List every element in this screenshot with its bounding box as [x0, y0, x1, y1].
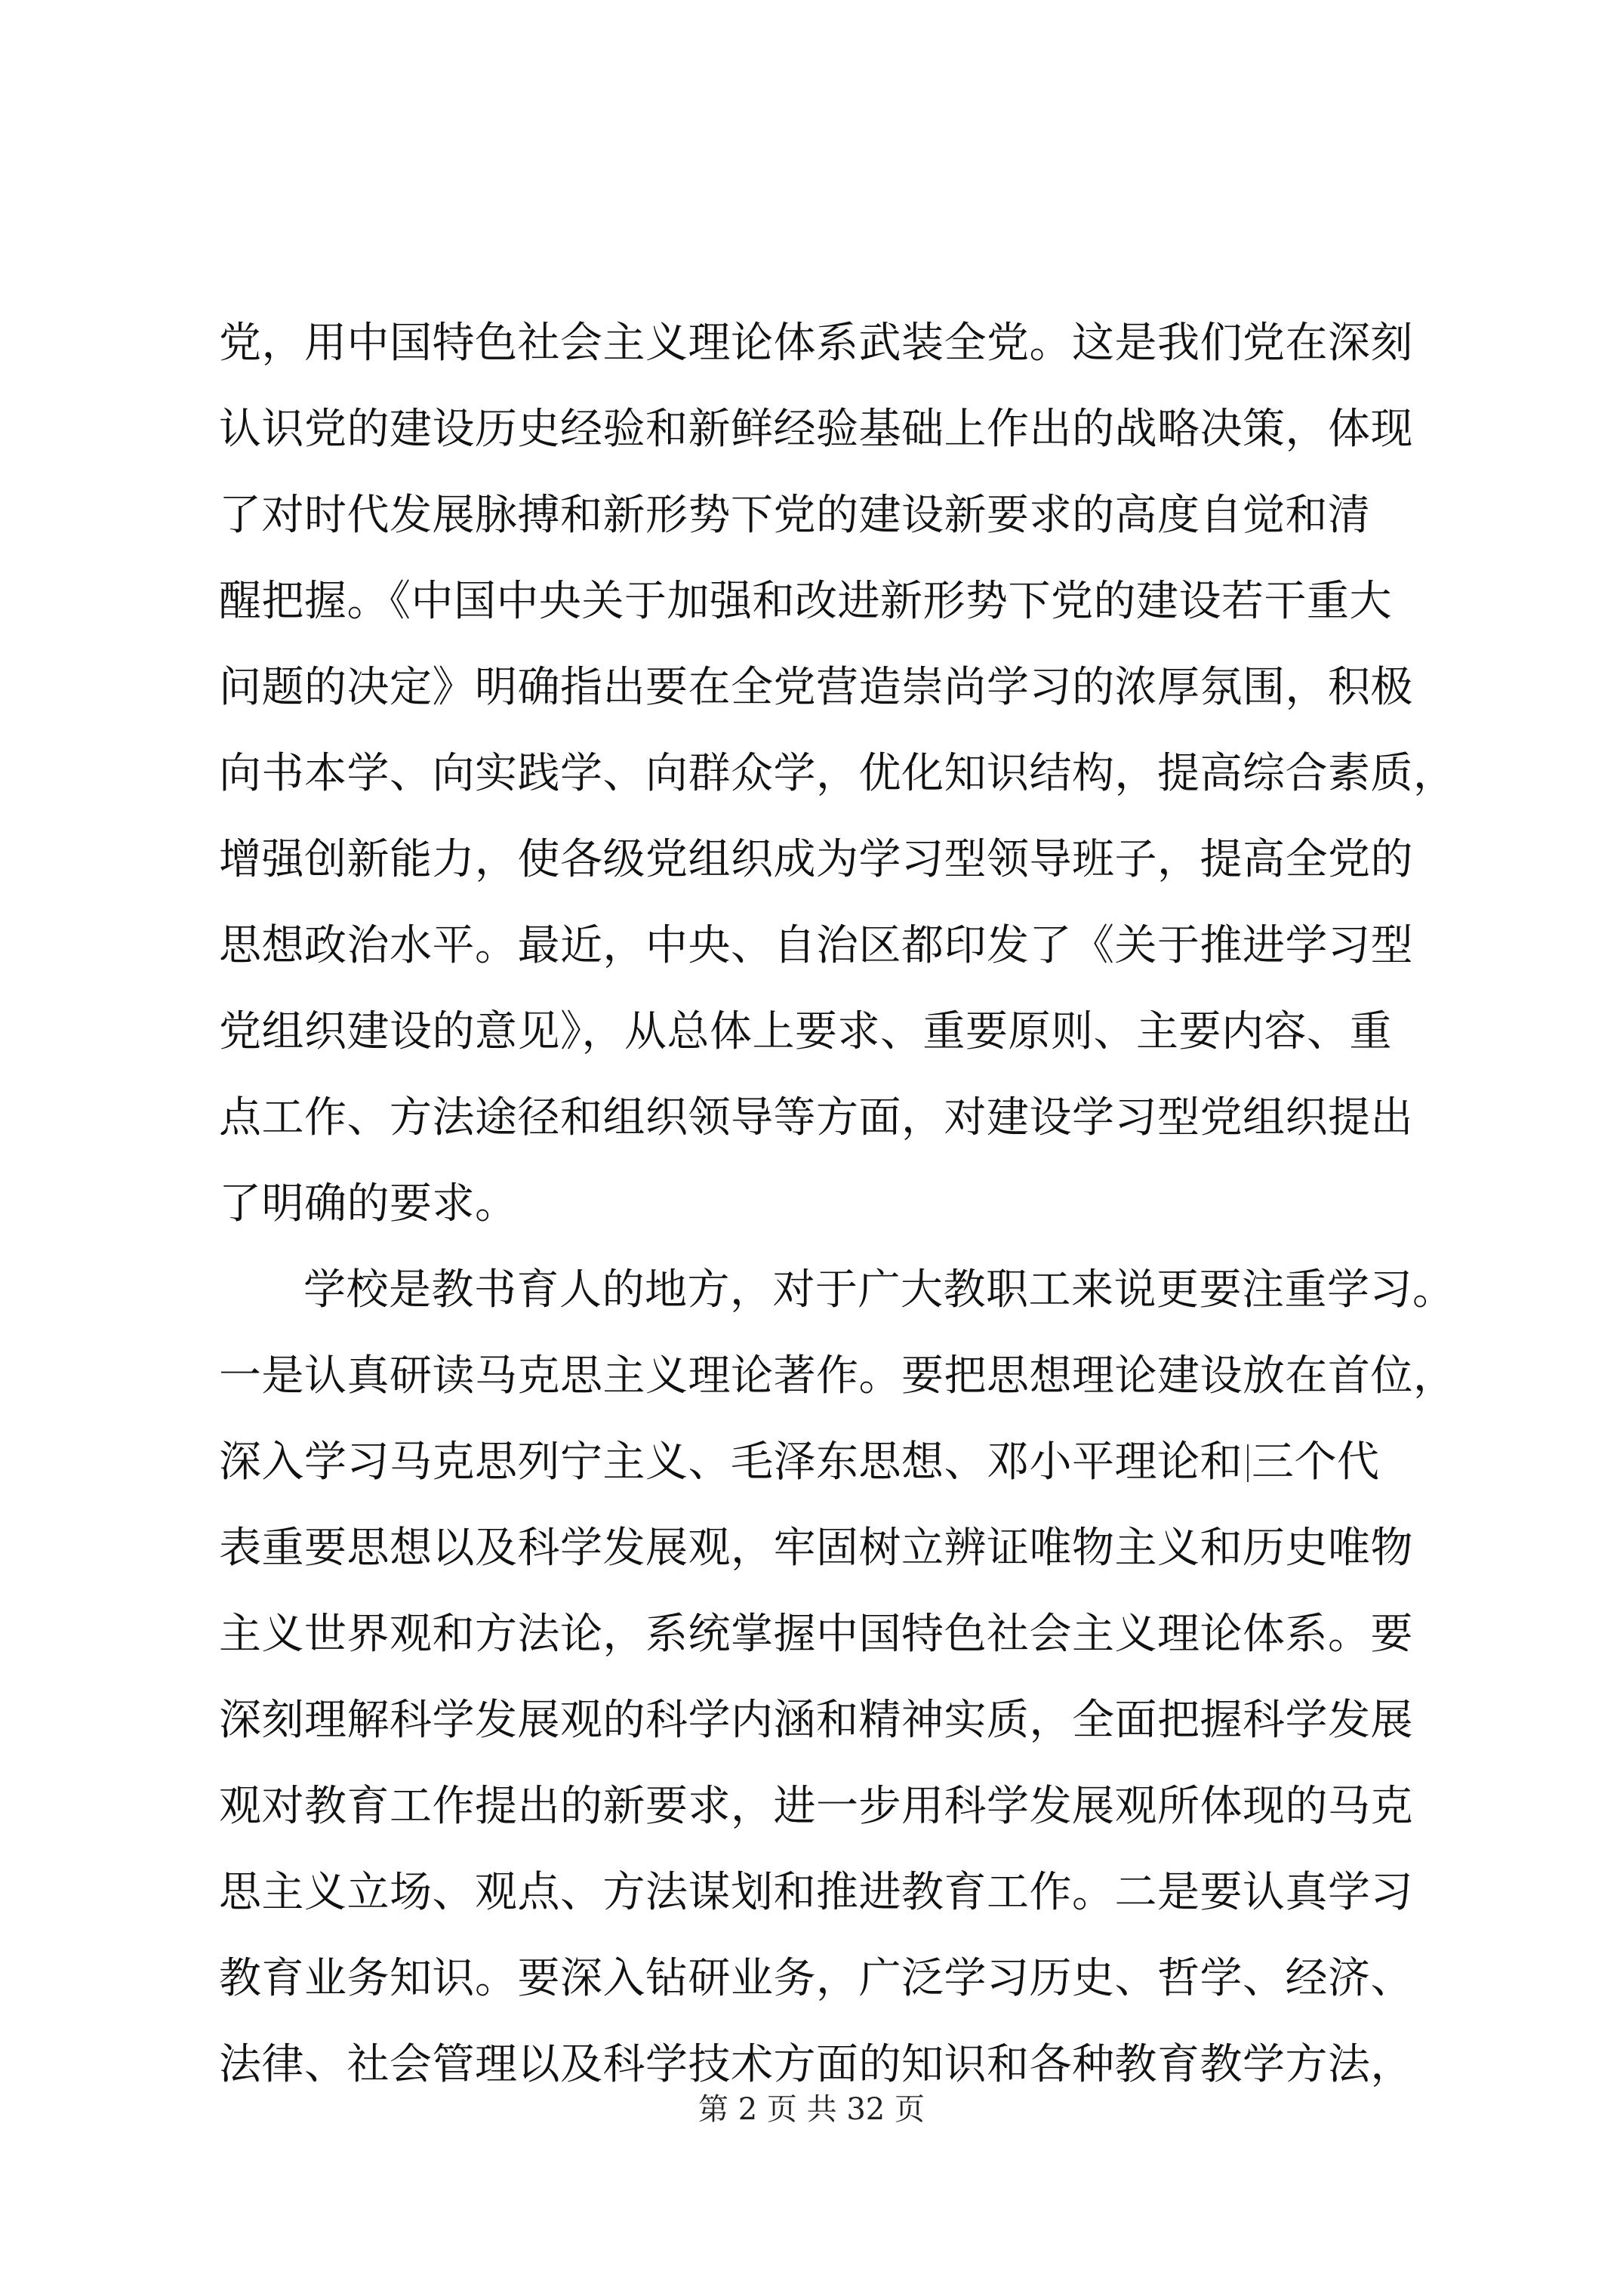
text-line: 思想政治水平。最近，中央、自治区都印发了《关于推进学习型	[219, 921, 1413, 970]
text-line: 了对时代发展脉搏和新形势下党的建设新要求的高度自觉和清	[219, 491, 1371, 540]
text-line: 法律、社会管理以及科学技术方面的知识和各种教育教学方法，	[219, 2040, 1413, 2089]
text-line: 问题的决定》明确指出要在全党营造崇尚学习的浓厚氛围，积极	[219, 663, 1413, 712]
text-line: 认识党的建设历史经验和新鲜经验基础上作出的战略决策，体现	[219, 405, 1413, 454]
text-line	[219, 1419, 1427, 1505]
text-line: 增强创新能力，使各级党组织成为学习型领导班子，提高全党的	[219, 835, 1413, 884]
text-cursor	[1247, 1444, 1249, 1482]
text-line: 党，用中国特色社会主义理论体系武装全党。这是我们党在深刻	[219, 319, 1413, 368]
text-line: 思主义立场、观点、方法谋划和推进教育工作。二是要认真学习	[219, 1868, 1413, 1917]
text-line: 教育业务知识。要深入钻研业务，广泛学习历史、哲学、经济、	[219, 1954, 1413, 2003]
page-footer: 第 2 页 共 32 页	[698, 2092, 925, 2127]
text-line: 点工作、方法途径和组织领导等方面，对建设学习型党组织提出	[219, 1093, 1413, 1142]
text-line: 了明确的要求。	[219, 1179, 518, 1228]
text-line: 深刻理解科学发展观的科学内涵和精神实质，全面把握科学发展	[219, 1696, 1413, 1745]
text-line: 党组织建设的意见》，从总体上要求、重要原则、主要内容、重	[219, 1007, 1392, 1056]
text-line: 表重要思想以及科学发展观，牢固树立辨证唯物主义和历史唯物	[219, 1524, 1413, 1573]
text-line: 一是认真研读马克思主义理论著作。要把思想理论建设放在首位，	[219, 1351, 1456, 1401]
text-line: 观对教育工作提出的新要求，进一步用科学发展观所体现的马克	[219, 1782, 1413, 1831]
body-text	[219, 300, 1456, 2108]
text-line: 醒把握。《中国中央关于加强和改进新形势下党的建设若干重大	[219, 577, 1392, 626]
text-line: 向书本学、向实践学、向群众学，优化知识结构，提高综合素质，	[219, 749, 1456, 798]
text-segment: 深入学习马克思列宁主义、毛泽东思想、邓小平理论和	[219, 1438, 1243, 1487]
text-line-indented: 学校是教书育人的地方，对于广大教职工来说更要注重学习。	[303, 1265, 1455, 1314]
text-segment: 三个代	[1252, 1438, 1380, 1487]
text-line: 主义世界观和方法论，系统掌握中国特色社会主义理论体系。要	[219, 1610, 1413, 1659]
